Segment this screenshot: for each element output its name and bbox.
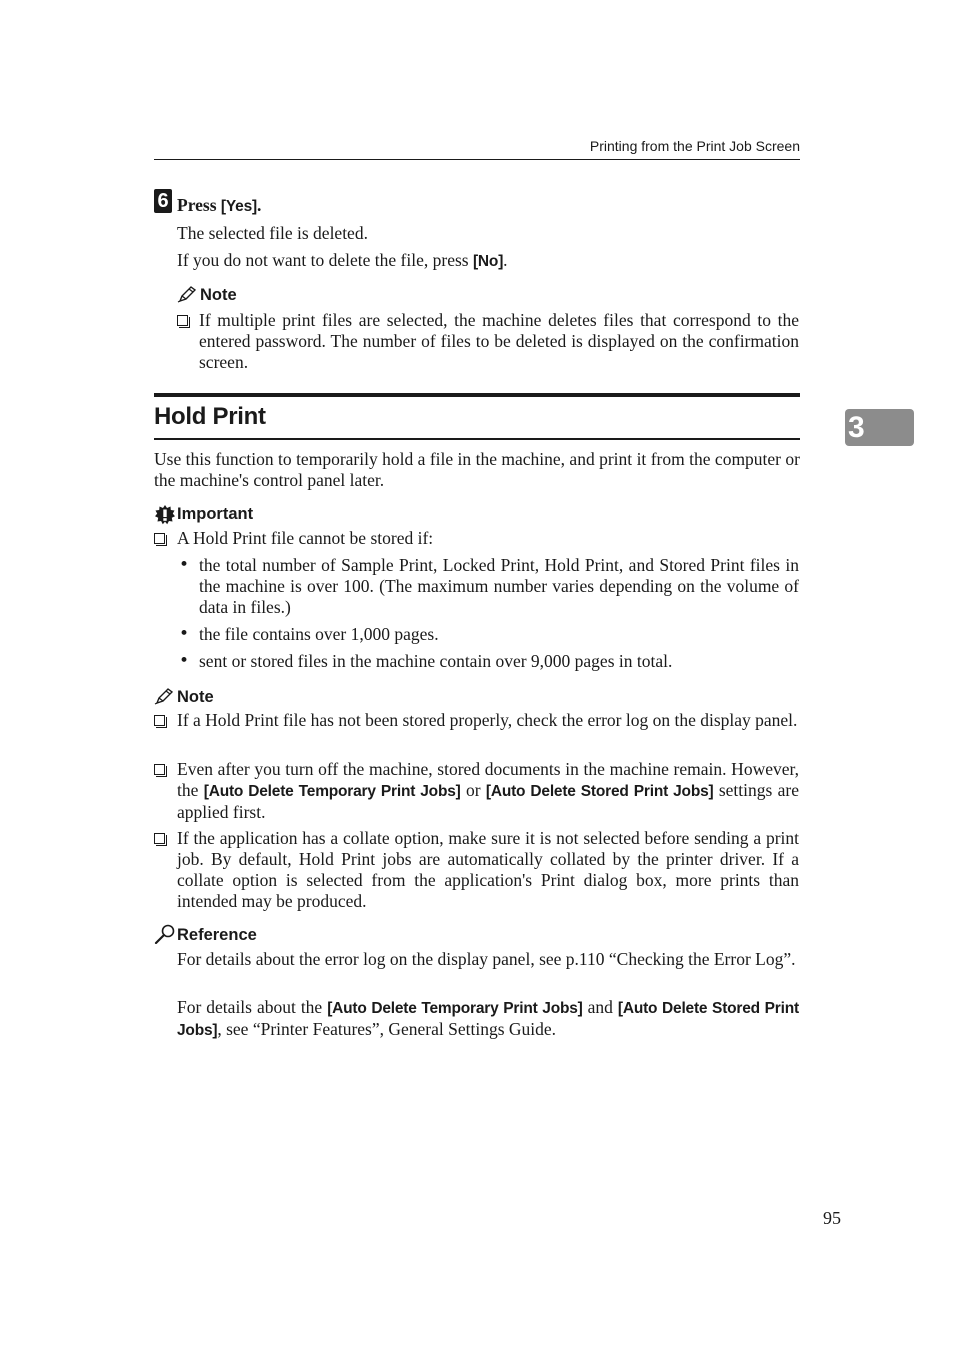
reference-paragraph <box>177 997 799 1041</box>
no-key: [No] <box>472 253 504 270</box>
checkbox-icon <box>154 764 165 775</box>
magnifier-icon <box>154 924 176 944</box>
section-note-item: If a Hold Print file has not been stored properly, check the error log on the display panel. <box>177 710 798 730</box>
step-note-item: If multiple print files are selected, the machine deletes files that correspond to the entered password. The number of files to be deleted is displayed on the confirmation screen. <box>199 310 799 372</box>
auto-delete-temporary-key: [Auto Delete Temporary Print Jobs] <box>327 1000 583 1017</box>
step-number: 6 <box>157 190 169 212</box>
section-title: Hold Print <box>154 403 266 430</box>
step-instruction <box>177 195 261 216</box>
auto-delete-stored-key: [Auto Delete Stored Print Jobs] <box>485 783 714 800</box>
checkbox-icon <box>154 533 165 544</box>
step-note-label: Note <box>200 286 237 304</box>
reference-paragraph: For details about the error log on the display panel, see p.110 “Checking the Error Log”. <box>177 949 796 969</box>
important-label: Important <box>177 505 254 523</box>
section-note-item: If the application has a collate option, make sure it is not selected before sending a print job. By default, Hold Print jobs are automatically collated by the printer driver. If a collate option is selected from the application's Print dialog box, more prints than intended may be produced. <box>177 828 799 911</box>
section-bottom-rule <box>154 438 800 440</box>
auto-delete-stored-key: [Auto Delete Stored Print Jobs] <box>177 1000 799 1039</box>
checkbox-icon <box>154 715 165 726</box>
important-bullet: the file contains over 1,000 pages. <box>199 624 439 644</box>
reference-text: For details about the <box>177 997 328 1017</box>
checkbox-icon <box>177 315 188 326</box>
step-alternative <box>177 250 508 271</box>
step-alt-suffix: . <box>503 250 508 270</box>
running-header: Printing from the Print Job Screen <box>589 138 800 154</box>
important-bullet: the total number of Sample Print, Locked Print, Hold Print, and Stored Print files in the machine is over 100. (The maximum number varies depending on the volume of data in files.) <box>199 555 799 617</box>
bullet-icon: • <box>179 624 190 644</box>
auto-delete-temporary-key: [Auto Delete Temporary Print Jobs] <box>203 783 461 800</box>
section-top-rule <box>154 393 800 397</box>
important-icon <box>154 504 176 526</box>
step-instruction-prefix: Press <box>177 195 221 215</box>
header-rule <box>154 159 800 160</box>
important-bullet: sent or stored files in the machine contain over 9,000 pages in total. <box>199 651 673 671</box>
note-text: settings are applied first. <box>177 780 800 822</box>
step-result: The selected file is deleted. <box>177 223 368 243</box>
reference-label: Reference <box>177 926 257 944</box>
step-alt-prefix: If you do not want to delete the file, press <box>177 250 473 270</box>
step-instruction-suffix: . <box>256 195 262 215</box>
chapter-number: 3 <box>848 411 865 444</box>
reference-text: and <box>582 997 618 1017</box>
step-number-badge <box>154 189 172 213</box>
pencil-icon <box>154 687 174 705</box>
bullet-icon: • <box>179 555 190 575</box>
bullet-icon: • <box>179 651 190 671</box>
section-intro: Use this function to temporarily hold a file in the machine, and print it from the computer or the machine's control panel later. <box>154 449 800 490</box>
chapter-tab <box>845 409 914 446</box>
note-text: or <box>460 780 486 800</box>
reference-text: , see “Printer Features”, General Settings Guide. <box>217 1019 557 1039</box>
page-number: 95 <box>823 1208 841 1228</box>
pencil-icon <box>177 285 197 303</box>
section-note-item <box>177 759 799 823</box>
note-text: Even after you turn off the machine, stored documents in the machine remain. However, the <box>177 759 799 800</box>
important-item: A Hold Print file cannot be stored if: <box>177 528 434 548</box>
section-note-label: Note <box>177 688 214 706</box>
yes-key: [Yes] <box>220 198 257 215</box>
checkbox-icon <box>154 833 165 844</box>
